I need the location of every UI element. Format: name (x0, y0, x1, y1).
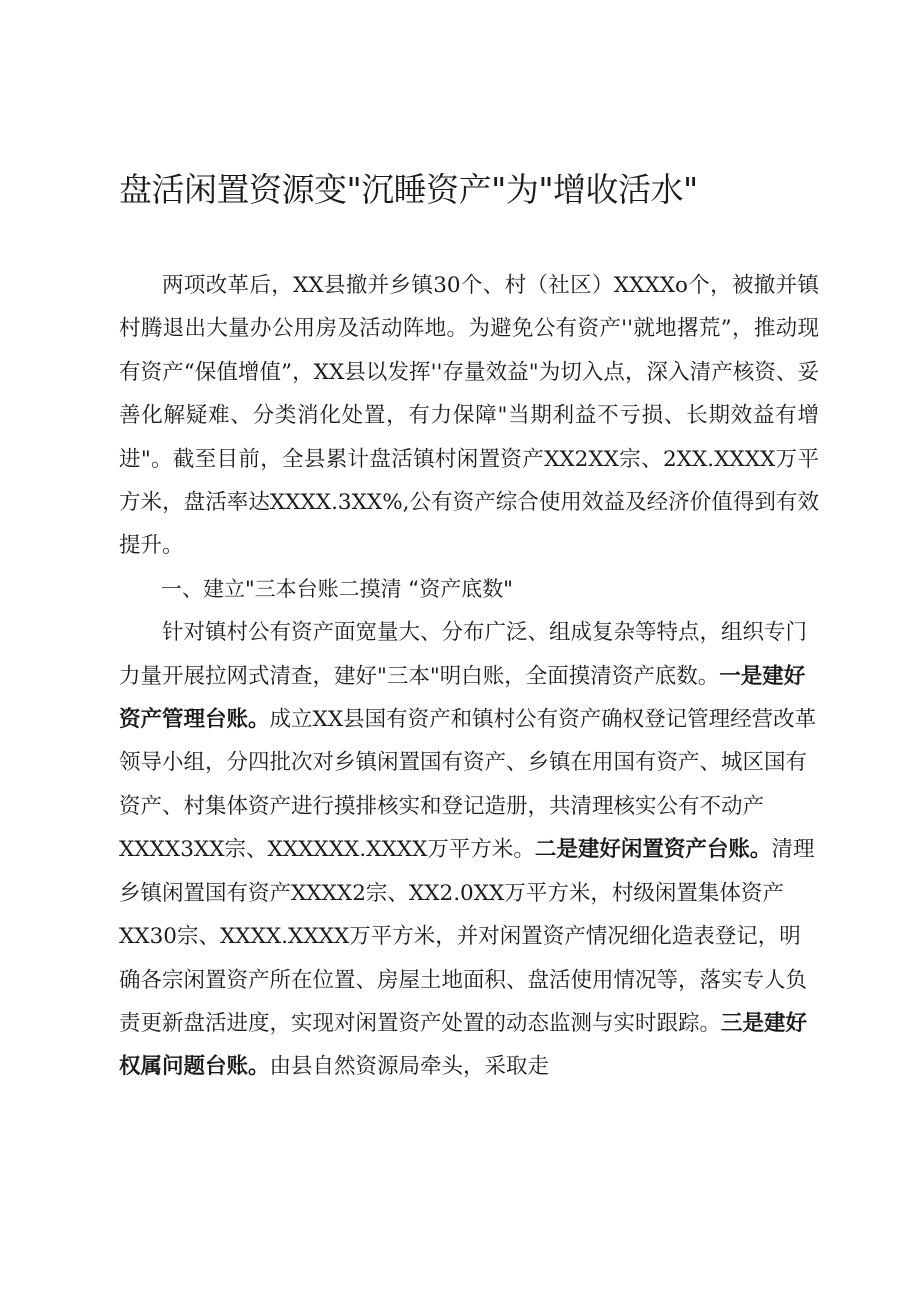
item-3-bold: 三是建好权属问题台账。 (119, 1010, 808, 1080)
section-heading-1: 一、建立"三本台账二摸清 “资产底数" (161, 576, 513, 601)
item-1-text: 成立XX县国有资产和镇村公有资产确权登记管理经营改革领导小组，分四批次对乡镇闲置国有资产、乡镇在用国有资产、城区国有资产、村集体资产进行摸排核实和登记造册，共清理核实公有不动产XXXX3XX宗、XXXXXX.XXXX万平方米。 (119, 707, 817, 863)
item-1-bold: 一是建好资产管理台账。 (119, 663, 806, 733)
section-1-paragraph (119, 611, 819, 1088)
item-2-text: 清理乡镇闲置国有资产XXXX2宗、XX2.0XX万平方米，村级闲置集体资产XX30宗、XXXX.XXXX万平方米，并对闲置资产情况细化造表登记，明确各宗闲置资产所在位置、房屋土地面积、盘活使用情况等，落实专人负责更新盘活进度，实现对闲置资产处置的动态监测与实时跟踪。 (119, 837, 815, 1036)
item-2-bold: 二是建好闲置资产台账。 (534, 837, 772, 863)
document-title: 盘活闲置资源变"沉睡资产"为"增收活水" (119, 170, 698, 209)
intro-paragraph: 两项改革后，XX县撤并乡镇30个、村（社区）XXXXo个，被撤并镇村腾退出大量办公用房及活动阵地。为避免公有资产''就地撂荒”，推动现有资产“保值增值”，XX县以发挥''存量效益"为切入点，深入清产核资、妥善化解疑难、分类消化处置，有力保障"当期利益不亏损、长期效益有增进"。截至目前，全县累计盘活镇村闲置资产XX2XX宗、2XX.XXXX万平方米，盘活率达XXXX.3XX%,公有资产综合使用效益及经济价值得到有效提升。 (119, 273, 819, 559)
section-1-lead: 针对镇村公有资产面宽量大、分布广泛、组成复杂等特点，组织专门力量开展拉网式清查，建好"三本"明白账，全面摸清资产底数。 (119, 620, 808, 689)
item-3-text: 由县自然资源局牵头，采取走 (269, 1054, 550, 1080)
document-body (119, 264, 819, 1089)
